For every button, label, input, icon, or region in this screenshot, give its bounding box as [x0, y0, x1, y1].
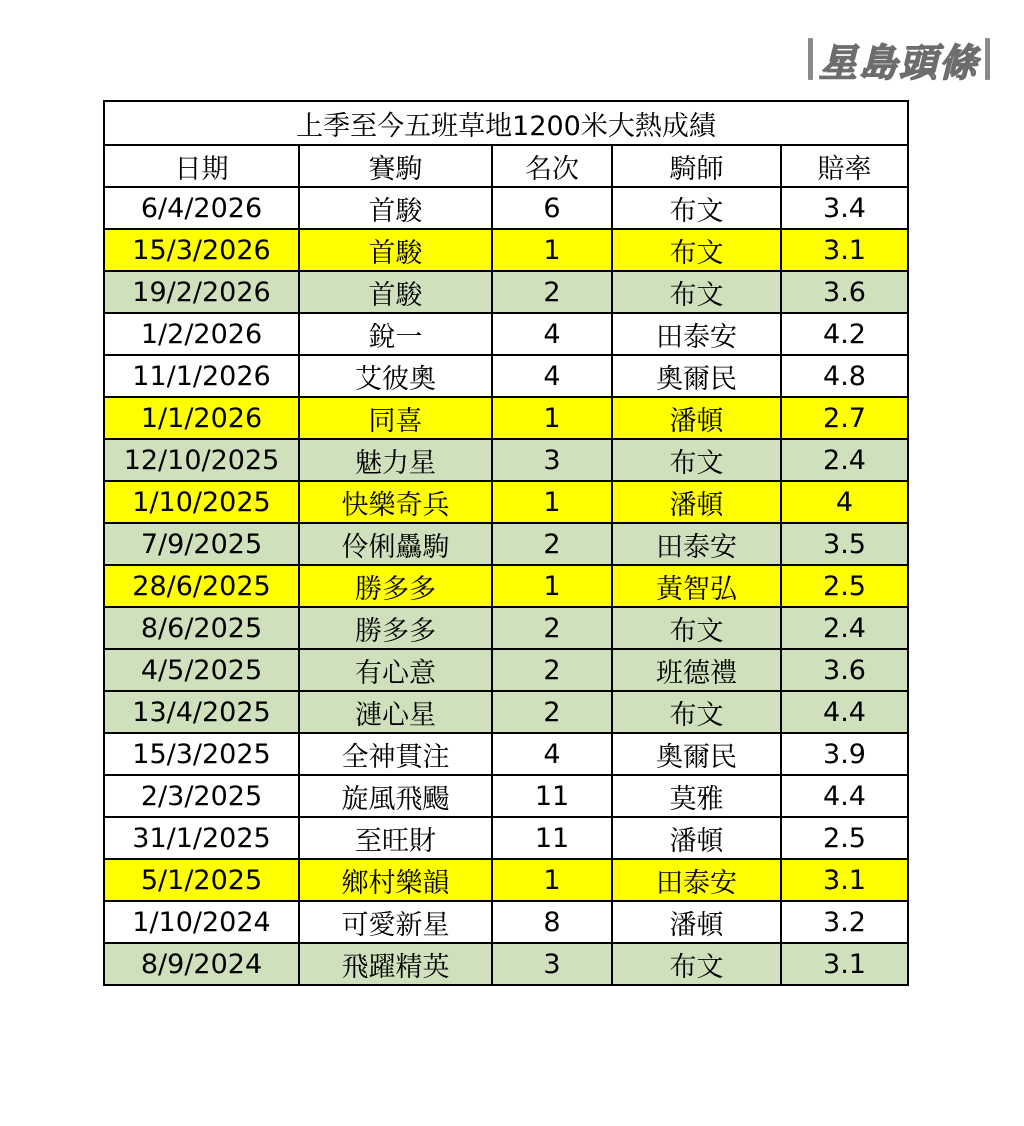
cell-jockey: 潘頓 — [612, 817, 781, 859]
cell-horse: 首駿 — [299, 187, 492, 229]
header-placing: 名次 — [492, 145, 612, 187]
cell-horse: 首駿 — [299, 229, 492, 271]
cell-horse: 至旺財 — [299, 817, 492, 859]
cell-date: 15/3/2026 — [104, 229, 299, 271]
cell-placing: 8 — [492, 901, 612, 943]
table-title-row — [104, 101, 908, 145]
table-row — [104, 397, 908, 439]
cell-placing: 6 — [492, 187, 612, 229]
cell-jockey: 奧爾民 — [612, 733, 781, 775]
cell-odds: 3.5 — [781, 523, 908, 565]
cell-horse: 可愛新星 — [299, 901, 492, 943]
cell-placing: 1 — [492, 859, 612, 901]
cell-date: 2/3/2025 — [104, 775, 299, 817]
table-row — [104, 229, 908, 271]
cell-odds: 3.1 — [781, 943, 908, 985]
header-horse: 賽駒 — [299, 145, 492, 187]
cell-date: 6/4/2026 — [104, 187, 299, 229]
cell-placing: 2 — [492, 649, 612, 691]
cell-horse: 銳一 — [299, 313, 492, 355]
cell-jockey: 田泰安 — [612, 313, 781, 355]
cell-odds: 2.5 — [781, 817, 908, 859]
cell-date: 8/6/2025 — [104, 607, 299, 649]
table-header-row — [104, 145, 908, 187]
table-row — [104, 649, 908, 691]
cell-horse: 魅力星 — [299, 439, 492, 481]
table-title: 上季至今五班草地1200米大熱成績 — [104, 101, 908, 145]
table-row — [104, 439, 908, 481]
cell-placing: 3 — [492, 943, 612, 985]
cell-odds: 3.9 — [781, 733, 908, 775]
cell-placing: 2 — [492, 523, 612, 565]
cell-date: 1/1/2026 — [104, 397, 299, 439]
table-row — [104, 271, 908, 313]
cell-odds: 4 — [781, 481, 908, 523]
cell-jockey: 布文 — [612, 229, 781, 271]
results-table — [103, 100, 909, 986]
cell-placing: 4 — [492, 733, 612, 775]
header-odds: 賠率 — [781, 145, 908, 187]
table-row — [104, 775, 908, 817]
cell-horse: 漣心星 — [299, 691, 492, 733]
table-row — [104, 355, 908, 397]
cell-odds: 2.4 — [781, 439, 908, 481]
cell-odds: 3.6 — [781, 649, 908, 691]
cell-jockey: 田泰安 — [612, 523, 781, 565]
cell-horse: 全神貫注 — [299, 733, 492, 775]
cell-odds: 3.4 — [781, 187, 908, 229]
cell-horse: 勝多多 — [299, 607, 492, 649]
cell-horse: 同喜 — [299, 397, 492, 439]
cell-horse: 勝多多 — [299, 565, 492, 607]
cell-jockey: 莫雅 — [612, 775, 781, 817]
cell-date: 12/10/2025 — [104, 439, 299, 481]
cell-date: 13/4/2025 — [104, 691, 299, 733]
cell-date: 1/2/2026 — [104, 313, 299, 355]
cell-horse: 首駿 — [299, 271, 492, 313]
cell-date: 4/5/2025 — [104, 649, 299, 691]
table-row — [104, 859, 908, 901]
cell-placing: 11 — [492, 775, 612, 817]
cell-jockey: 田泰安 — [612, 859, 781, 901]
cell-jockey: 布文 — [612, 439, 781, 481]
header-jockey: 騎師 — [612, 145, 781, 187]
cell-placing: 3 — [492, 439, 612, 481]
cell-odds: 2.7 — [781, 397, 908, 439]
cell-date: 7/9/2025 — [104, 523, 299, 565]
cell-odds: 4.4 — [781, 691, 908, 733]
cell-placing: 1 — [492, 481, 612, 523]
cell-placing: 4 — [492, 355, 612, 397]
cell-date: 1/10/2024 — [104, 901, 299, 943]
cell-jockey: 班德禮 — [612, 649, 781, 691]
cell-date: 11/1/2026 — [104, 355, 299, 397]
table-row — [104, 523, 908, 565]
cell-jockey: 布文 — [612, 943, 781, 985]
cell-odds: 2.4 — [781, 607, 908, 649]
cell-horse: 快樂奇兵 — [299, 481, 492, 523]
cell-horse: 伶俐驫駒 — [299, 523, 492, 565]
cell-horse: 艾彼奧 — [299, 355, 492, 397]
cell-odds: 4.8 — [781, 355, 908, 397]
cell-jockey: 潘頓 — [612, 481, 781, 523]
table-row — [104, 565, 908, 607]
cell-placing: 1 — [492, 397, 612, 439]
cell-jockey: 布文 — [612, 271, 781, 313]
cell-date: 19/2/2026 — [104, 271, 299, 313]
cell-date: 1/10/2025 — [104, 481, 299, 523]
cell-jockey: 布文 — [612, 187, 781, 229]
cell-horse: 有心意 — [299, 649, 492, 691]
cell-jockey: 奧爾民 — [612, 355, 781, 397]
cell-jockey: 布文 — [612, 607, 781, 649]
cell-date: 8/9/2024 — [104, 943, 299, 985]
table-row — [104, 943, 908, 985]
cell-placing: 1 — [492, 565, 612, 607]
cell-jockey: 布文 — [612, 691, 781, 733]
brand-logo — [790, 32, 1008, 86]
header-date: 日期 — [104, 145, 299, 187]
logo-bar-right — [985, 38, 990, 80]
cell-date: 31/1/2025 — [104, 817, 299, 859]
cell-date: 15/3/2025 — [104, 733, 299, 775]
cell-odds: 2.5 — [781, 565, 908, 607]
cell-odds: 3.1 — [781, 859, 908, 901]
cell-odds: 3.2 — [781, 901, 908, 943]
cell-date: 5/1/2025 — [104, 859, 299, 901]
cell-placing: 11 — [492, 817, 612, 859]
logo-text: 星島頭條 — [818, 40, 979, 85]
table-row — [104, 901, 908, 943]
cell-horse: 鄉村樂韻 — [299, 859, 492, 901]
table-row — [104, 733, 908, 775]
table-row — [104, 187, 908, 229]
cell-placing: 2 — [492, 607, 612, 649]
table-row — [104, 481, 908, 523]
cell-odds: 4.4 — [781, 775, 908, 817]
cell-horse: 飛躍精英 — [299, 943, 492, 985]
cell-date: 28/6/2025 — [104, 565, 299, 607]
cell-placing: 2 — [492, 691, 612, 733]
table-row — [104, 691, 908, 733]
cell-placing: 2 — [492, 271, 612, 313]
cell-odds: 3.1 — [781, 229, 908, 271]
cell-odds: 3.6 — [781, 271, 908, 313]
table-row — [104, 607, 908, 649]
cell-placing: 4 — [492, 313, 612, 355]
cell-jockey: 潘頓 — [612, 397, 781, 439]
table-row — [104, 313, 908, 355]
cell-odds: 4.2 — [781, 313, 908, 355]
cell-placing: 1 — [492, 229, 612, 271]
cell-horse: 旋風飛颺 — [299, 775, 492, 817]
table-row — [104, 817, 908, 859]
cell-jockey: 黃智弘 — [612, 565, 781, 607]
cell-jockey: 潘頓 — [612, 901, 781, 943]
